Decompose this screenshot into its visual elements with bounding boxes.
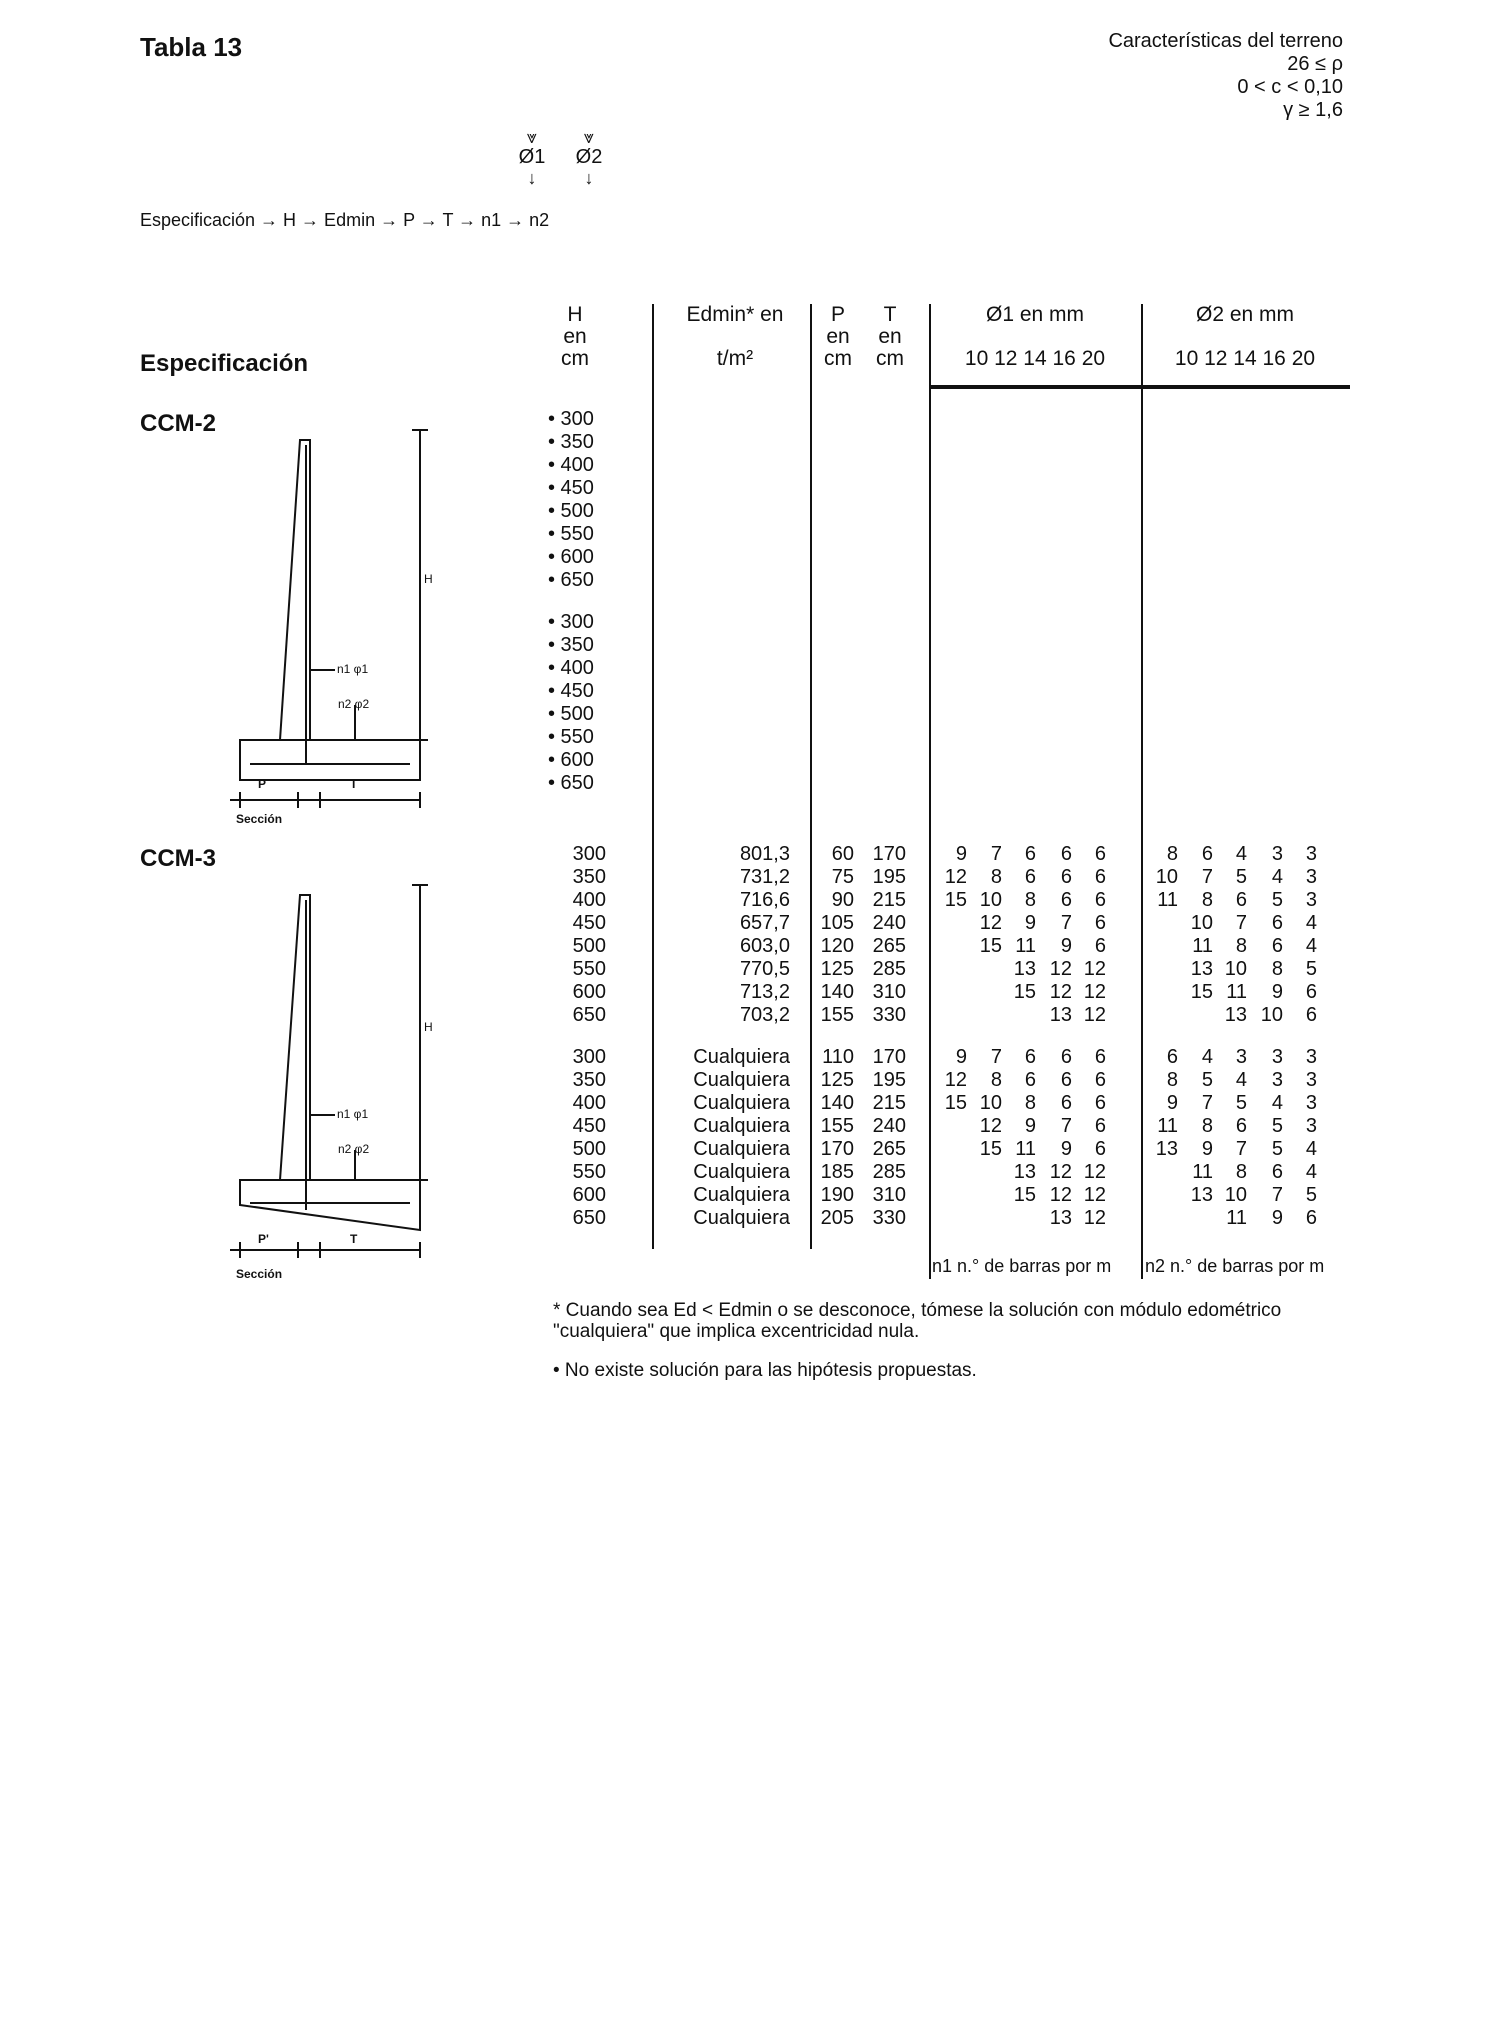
- cell-n1: 7: [1060, 912, 1072, 934]
- cell-n1: 12: [1083, 1207, 1106, 1229]
- cell-t: 310: [872, 981, 906, 1003]
- cell-n2: 5: [1271, 889, 1283, 911]
- cell-h: • 500: [548, 500, 594, 522]
- cell-n1: 15: [1013, 1184, 1036, 1206]
- cell-edmin: 716,6: [739, 889, 790, 911]
- cell-n1: 6: [1094, 1115, 1106, 1137]
- cell-n1: 11: [1015, 1138, 1036, 1160]
- cell-p: 120: [820, 935, 854, 957]
- cell-p: 140: [820, 1092, 854, 1114]
- cell-n2: 13: [1224, 1004, 1247, 1026]
- cell-n1: 6: [1094, 866, 1106, 888]
- cell-n1: 15: [979, 935, 1002, 957]
- cell-n2: 4: [1305, 912, 1317, 934]
- cell-t: 265: [872, 935, 906, 957]
- cell-n1: 8: [1024, 1092, 1036, 1114]
- cell-t: 195: [872, 1069, 906, 1091]
- soil-condition-phi: 26 ≤ ρ: [1287, 53, 1343, 75]
- cell-n2: 8: [1235, 1161, 1247, 1183]
- cell-n2: 15: [1190, 981, 1213, 1003]
- cell-n2: 4: [1201, 1046, 1213, 1068]
- cell-n2: 6: [1235, 1115, 1247, 1137]
- cell-n2: 11: [1192, 1161, 1213, 1183]
- cell-t: 170: [872, 1046, 906, 1068]
- cell-p: 185: [820, 1161, 854, 1183]
- down-arrow-icon: ⩔: [526, 127, 538, 147]
- ccm2-section-diagram: [220, 420, 440, 820]
- cell-edmin: 703,2: [739, 1004, 790, 1026]
- cell-h: • 500: [548, 703, 594, 725]
- cell-h: • 300: [548, 408, 594, 430]
- spec-ccm2: CCM-2: [140, 410, 216, 437]
- cell-n2: 6: [1305, 981, 1317, 1003]
- cell-n2: 4: [1305, 1138, 1317, 1160]
- cell-p: 75: [831, 866, 854, 888]
- cell-n2: 5: [1305, 958, 1317, 980]
- cell-n1: 6: [1060, 843, 1072, 865]
- cell-n1: 12: [1083, 1184, 1106, 1206]
- cell-n1: 6: [1094, 843, 1106, 865]
- cell-t: 310: [872, 1184, 906, 1206]
- cell-n1: 6: [1024, 1069, 1036, 1091]
- cell-h: 450: [572, 912, 606, 934]
- cell-h: 550: [572, 1161, 606, 1183]
- cell-edmin: 713,2: [739, 981, 790, 1003]
- cell-t: 195: [872, 866, 906, 888]
- cell-edmin: Cualquiera: [693, 1115, 790, 1137]
- cell-n1: 6: [1060, 866, 1072, 888]
- cell-n1: 6: [1094, 889, 1106, 911]
- cell-n2: 5: [1305, 1184, 1317, 1206]
- cell-h: • 450: [548, 477, 594, 499]
- cell-p: 110: [822, 1046, 854, 1068]
- cell-p: 155: [820, 1004, 854, 1026]
- cell-h: 550: [572, 958, 606, 980]
- cell-n2: 6: [1305, 1207, 1317, 1229]
- cell-p: 105: [820, 912, 854, 934]
- cell-n1: 6: [1094, 1046, 1106, 1068]
- cell-n1: 6: [1094, 1069, 1106, 1091]
- ccm3-n1phi1-label: n1 φ1: [337, 1107, 369, 1121]
- cell-n1: 12: [979, 1115, 1002, 1137]
- cell-n1: 12: [1049, 958, 1072, 980]
- cell-edmin: Cualquiera: [693, 1046, 790, 1068]
- legend-n1: n1 n.° de barras por m: [932, 1256, 1112, 1276]
- cell-n2: 4: [1271, 866, 1283, 888]
- cell-h: 600: [572, 981, 606, 1003]
- cell-h: 400: [572, 889, 606, 911]
- spec-ccm3: CCM-3: [140, 845, 216, 872]
- cell-n1: 7: [1060, 1115, 1072, 1137]
- cell-h: • 550: [548, 726, 594, 748]
- cell-n2: 4: [1271, 1092, 1283, 1114]
- cell-n1: 11: [1015, 935, 1036, 957]
- cell-n2: 5: [1235, 1092, 1247, 1114]
- cell-n2: 3: [1305, 1046, 1317, 1068]
- cell-n2: 6: [1166, 1046, 1178, 1068]
- cell-h: 500: [572, 1138, 606, 1160]
- cell-edmin: 603,0: [739, 935, 790, 957]
- cell-h: • 600: [548, 546, 594, 568]
- cell-n2: 6: [1201, 843, 1213, 865]
- cell-n2: 3: [1305, 889, 1317, 911]
- cell-n1: 9: [955, 843, 967, 865]
- cell-n2: 3: [1305, 843, 1317, 865]
- cell-h: 300: [572, 843, 606, 865]
- cell-n2: 8: [1271, 958, 1283, 980]
- header-phi2-diameters: 10 12 14 16 20: [1174, 347, 1316, 370]
- cell-t: 215: [872, 889, 906, 911]
- cell-n1: 13: [1049, 1207, 1072, 1229]
- column-divider: [652, 304, 654, 1249]
- cell-n2: 4: [1235, 843, 1247, 865]
- cell-n1: 6: [1060, 1046, 1072, 1068]
- cell-n2: 11: [1157, 1115, 1178, 1137]
- cell-n1: 6: [1094, 1138, 1106, 1160]
- cell-n2: 4: [1235, 1069, 1247, 1091]
- cell-n1: 6: [1094, 912, 1106, 934]
- cell-n1: 12: [1083, 1004, 1106, 1026]
- cell-edmin: Cualquiera: [693, 1161, 790, 1183]
- cell-h: 600: [572, 1184, 606, 1206]
- soil-characteristics: [1108, 30, 1343, 122]
- cell-edmin: 801,3: [739, 843, 790, 865]
- cell-n2: 3: [1305, 866, 1317, 888]
- ccm3-p-prime-label: P': [258, 1232, 269, 1246]
- cell-p: 205: [820, 1207, 854, 1229]
- ccm2-p-label: P: [258, 777, 267, 791]
- ccm3-n2phi2-label: n2 φ2: [338, 1142, 370, 1156]
- cell-n2: 3: [1305, 1115, 1317, 1137]
- cell-n2: 11: [1192, 935, 1213, 957]
- cell-n2: 3: [1235, 1046, 1247, 1068]
- cell-edmin: Cualquiera: [693, 1069, 790, 1091]
- cell-n1: 12: [1083, 1161, 1106, 1183]
- header-phi1-diameters: 10 12 14 16 20: [964, 347, 1106, 370]
- cell-t: 285: [872, 958, 906, 980]
- header-t: T en cm: [876, 303, 904, 370]
- cell-n1: 12: [1049, 1184, 1072, 1206]
- cell-n2: 11: [1226, 981, 1247, 1003]
- phi2-symbol: ⩔ Ø2 ↓: [569, 128, 609, 187]
- ccm2-n1phi1-label: n1 φ1: [337, 662, 369, 676]
- cell-n1: 9: [1060, 935, 1072, 957]
- cell-h: 650: [572, 1004, 606, 1026]
- cell-n1: 9: [1024, 912, 1036, 934]
- down-arrow-icon: ↓: [584, 168, 594, 188]
- cell-n2: 3: [1271, 1069, 1283, 1091]
- cell-n2: 4: [1305, 935, 1317, 957]
- cell-n2: 5: [1271, 1138, 1283, 1160]
- header-rule: [930, 385, 1350, 389]
- legend-n2: n2 n.° de barras por m: [1145, 1256, 1325, 1276]
- cell-n2: 3: [1305, 1069, 1317, 1091]
- cell-n1: 6: [1024, 843, 1036, 865]
- cell-p: 190: [820, 1184, 854, 1206]
- cell-edmin: 657,7: [739, 912, 790, 934]
- ccm3-section-diagram: [220, 875, 440, 1265]
- soil-condition-gamma: γ ≥ 1,6: [1283, 99, 1343, 121]
- ccm3-t-label: T: [350, 1232, 358, 1246]
- cell-n1: 7: [990, 1046, 1002, 1068]
- cell-n2: 6: [1305, 1004, 1317, 1026]
- down-arrow-icon: ⩔: [583, 127, 595, 147]
- cell-n2: 10: [1224, 1184, 1247, 1206]
- cell-n2: 13: [1155, 1138, 1178, 1160]
- cell-n2: 10: [1224, 958, 1247, 980]
- cell-h: • 600: [548, 749, 594, 771]
- selection-flow: Especificación → H → Edmin → P → T → n1 → n2: [140, 210, 550, 230]
- cell-n1: 15: [1013, 981, 1036, 1003]
- cell-h: • 650: [548, 569, 594, 591]
- cell-n2: 8: [1166, 843, 1178, 865]
- cell-n1: 12: [944, 866, 967, 888]
- cell-n2: 7: [1235, 912, 1247, 934]
- phi1-symbol: ⩔ Ø1 ↓: [512, 128, 552, 187]
- cell-n1: 10: [979, 1092, 1002, 1114]
- cell-n1: 6: [1024, 866, 1036, 888]
- cell-p: 140: [820, 981, 854, 1003]
- cell-h: • 350: [548, 634, 594, 656]
- cell-n1: 13: [1013, 958, 1036, 980]
- cell-h: 350: [572, 1069, 606, 1091]
- cell-n2: 6: [1271, 1161, 1283, 1183]
- cell-h: 450: [572, 1115, 606, 1137]
- table-title: Tabla 13: [140, 32, 243, 62]
- cell-edmin: Cualquiera: [693, 1184, 790, 1206]
- cell-n1: 15: [979, 1138, 1002, 1160]
- cell-n2: 7: [1235, 1138, 1247, 1160]
- cell-p: 155: [820, 1115, 854, 1137]
- cell-n2: 7: [1201, 866, 1213, 888]
- cell-edmin: 770,5: [739, 958, 790, 980]
- cell-h: • 550: [548, 523, 594, 545]
- cell-h: 500: [572, 935, 606, 957]
- cell-n2: 11: [1226, 1207, 1247, 1229]
- column-divider: [1141, 304, 1143, 1279]
- cell-n2: 3: [1271, 843, 1283, 865]
- cell-h: • 650: [548, 772, 594, 794]
- header-p: P en cm: [824, 303, 852, 370]
- soil-label: Características del terreno: [1108, 30, 1343, 52]
- cell-n2: 8: [1201, 889, 1213, 911]
- cell-h: 300: [572, 1046, 606, 1068]
- cell-t: 330: [872, 1207, 906, 1229]
- cell-n1: 12: [1049, 1161, 1072, 1183]
- cell-n2: 5: [1271, 1115, 1283, 1137]
- cell-edmin: Cualquiera: [693, 1092, 790, 1114]
- cell-n2: 11: [1157, 889, 1178, 911]
- cell-n1: 15: [944, 889, 967, 911]
- cell-p: 90: [831, 889, 854, 911]
- cell-p: 125: [820, 958, 854, 980]
- cell-n2: 6: [1271, 912, 1283, 934]
- cell-n1: 12: [1083, 958, 1106, 980]
- soil-condition-c: 0 < c < 0,10: [1237, 76, 1343, 98]
- cell-t: 240: [872, 1115, 906, 1137]
- cell-n2: 8: [1201, 1115, 1213, 1137]
- cell-n1: 10: [979, 889, 1002, 911]
- cell-n1: 7: [990, 843, 1002, 865]
- cell-h: • 400: [548, 454, 594, 476]
- header-h: H en cm: [561, 303, 589, 370]
- cell-t: 265: [872, 1138, 906, 1160]
- footnote-bullet: • No existe solución para las hipótesis propuestas.: [553, 1360, 977, 1381]
- cell-n1: 6: [1060, 1069, 1072, 1091]
- cell-n2: 8: [1235, 935, 1247, 957]
- cell-n1: 9: [1024, 1115, 1036, 1137]
- ccm2-t-label: T: [350, 777, 358, 791]
- cell-n2: 6: [1235, 889, 1247, 911]
- ccm2-seccion-label: Sección: [236, 812, 283, 826]
- cell-n1: 9: [1060, 1138, 1072, 1160]
- cell-t: 215: [872, 1092, 906, 1114]
- ccm3-seccion-label: Sección: [236, 1267, 283, 1281]
- cell-n1: 13: [1013, 1161, 1036, 1183]
- cell-n1: 8: [990, 866, 1002, 888]
- cell-n1: 12: [1083, 981, 1106, 1003]
- cell-h: 650: [572, 1207, 606, 1229]
- cell-edmin: Cualquiera: [693, 1207, 790, 1229]
- cell-n1: 12: [979, 912, 1002, 934]
- cell-t: 330: [872, 1004, 906, 1026]
- cell-h: • 300: [548, 611, 594, 633]
- cell-edmin: Cualquiera: [693, 1138, 790, 1160]
- header-phi1: Ø1 en mm: [985, 303, 1085, 326]
- cell-n2: 3: [1305, 1092, 1317, 1114]
- cell-h: 400: [572, 1092, 606, 1114]
- cell-n2: 13: [1190, 1184, 1213, 1206]
- cell-n2: 7: [1201, 1092, 1213, 1114]
- cell-n1: 12: [944, 1069, 967, 1091]
- cell-n2: 3: [1271, 1046, 1283, 1068]
- cell-h: • 450: [548, 680, 594, 702]
- cell-n2: 9: [1201, 1138, 1213, 1160]
- cell-h: • 350: [548, 431, 594, 453]
- cell-n1: 6: [1094, 1092, 1106, 1114]
- cell-edmin: 731,2: [739, 866, 790, 888]
- cell-p: 125: [820, 1069, 854, 1091]
- cell-n2: 7: [1271, 1184, 1283, 1206]
- ccm2-h-label: H: [424, 572, 433, 586]
- cell-n2: 10: [1190, 912, 1213, 934]
- cell-h: 350: [572, 866, 606, 888]
- ccm2-n2phi2-label: n2 φ2: [338, 697, 370, 711]
- cell-n2: 13: [1190, 958, 1213, 980]
- cell-n2: 9: [1271, 1207, 1283, 1229]
- cell-h: • 400: [548, 657, 594, 679]
- cell-n2: 8: [1166, 1069, 1178, 1091]
- cell-n1: 6: [1060, 1092, 1072, 1114]
- cell-n1: 8: [990, 1069, 1002, 1091]
- cell-n1: 6: [1024, 1046, 1036, 1068]
- cell-n2: 4: [1305, 1161, 1317, 1183]
- cell-p: 60: [831, 843, 854, 865]
- cell-n2: 9: [1271, 981, 1283, 1003]
- cell-n2: 6: [1271, 935, 1283, 957]
- cell-n2: 5: [1201, 1069, 1213, 1091]
- cell-n2: 10: [1155, 866, 1178, 888]
- footnote-asterisk: * Cuando sea Ed < Edmin o se desconoce, tómese la solución con módulo edométrico "cualquiera" que implica excentricidad nula.: [553, 1300, 1282, 1342]
- ccm3-h-label: H: [424, 1020, 433, 1034]
- header-phi2: Ø2 en mm: [1195, 303, 1295, 326]
- cell-n1: 15: [944, 1092, 967, 1114]
- cell-n2: 5: [1235, 866, 1247, 888]
- down-arrow-icon: ↓: [527, 168, 537, 188]
- cell-n1: 13: [1049, 1004, 1072, 1026]
- cell-t: 285: [872, 1161, 906, 1183]
- cell-t: 170: [872, 843, 906, 865]
- cell-n1: 6: [1094, 935, 1106, 957]
- cell-t: 240: [872, 912, 906, 934]
- cell-n1: 12: [1049, 981, 1072, 1003]
- header-especificacion: Especificación: [140, 350, 309, 377]
- cell-n2: 10: [1260, 1004, 1283, 1026]
- cell-n2: 9: [1166, 1092, 1178, 1114]
- cell-p: 170: [820, 1138, 854, 1160]
- cell-n1: 9: [955, 1046, 967, 1068]
- header-edmin: Edmin* en t/m²: [686, 303, 784, 370]
- column-divider: [929, 304, 931, 1279]
- cell-n1: 6: [1060, 889, 1072, 911]
- cell-n1: 8: [1024, 889, 1036, 911]
